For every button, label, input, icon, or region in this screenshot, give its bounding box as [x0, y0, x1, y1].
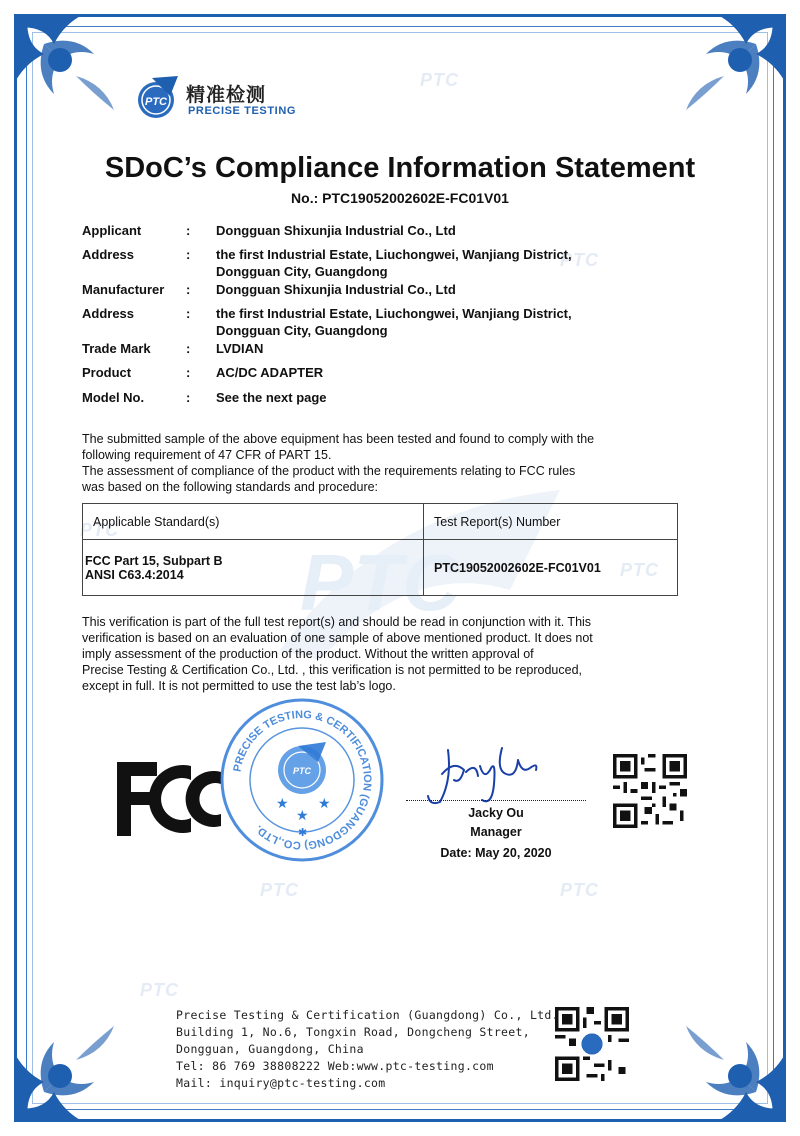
info-value: See the next page — [216, 390, 327, 405]
signature-line — [406, 800, 586, 801]
info-label: Applicant — [82, 223, 142, 238]
info-label: Address — [82, 306, 135, 321]
table-header-standards: Applicable Standard(s) — [83, 504, 424, 540]
svg-text:★: ★ — [318, 795, 331, 811]
seal-center-text: PTC — [293, 766, 311, 776]
info-value: AC/DC ADAPTER — [216, 365, 324, 380]
qr-code — [613, 754, 687, 828]
watermark-text: PTC — [620, 560, 659, 580]
info-label: Model No. — [82, 390, 145, 405]
signature-date: Date: May 20, 2020 — [440, 846, 552, 860]
table-cell-standards — [83, 540, 424, 596]
footer-contact: Tel: 86 769 38808222 Web:www.ptc-testing.com — [176, 1059, 494, 1073]
paragraph-line: except in full. It is not permitted to use the test lab’s logo. — [82, 679, 396, 693]
info-value: the first Industrial Estate, Liuchongwei, Wanjiang District, — [216, 306, 572, 321]
ptc-globe-icon — [134, 74, 182, 122]
signatory-name: Jacky Ou — [468, 806, 524, 820]
watermark-text: PTC — [560, 880, 599, 900]
logo-chinese-name: 精准检测 — [186, 84, 267, 106]
company-seal — [218, 696, 386, 864]
info-colon: : — [186, 365, 191, 380]
info-colon: : — [186, 306, 191, 321]
watermark-text: PTC — [260, 880, 299, 900]
svg-text:★: ★ — [296, 807, 309, 823]
info-value: the first Industrial Estate, Liuchongwei, Wanjiang District, — [216, 247, 572, 262]
info-value: Dongguan City, Guangdong — [216, 264, 388, 279]
standard-item: ANSI C63.4:2014 — [85, 567, 184, 582]
corner-ornament-bottom-left — [14, 1002, 134, 1122]
seal-ring-text: PRECISE TESTING & CERTIFICATION (GUANGDONG) CO.,LTD. — [231, 708, 374, 852]
info-value: Dongguan City, Guangdong — [216, 323, 388, 338]
paragraph-line: This verification is part of the full test report(s) and should be read in conjunction with it. This — [82, 615, 592, 629]
info-label: Product — [82, 365, 132, 380]
info-value: LVDIAN — [216, 341, 264, 356]
info-value: Dongguan Shixunjia Industrial Co., Ltd — [216, 282, 456, 297]
watermark-text: PTC — [140, 980, 179, 1000]
verification-paragraph — [82, 614, 682, 694]
footer-company: Precise Testing & Certification (Guangdong) Co., Ltd. — [176, 1008, 559, 1022]
paragraph-line: imply assessment of the production of the product. Without the written approval of — [82, 647, 534, 661]
table-cell-report-number: PTC19052002602E-FC01V01 — [424, 540, 678, 596]
table-row — [83, 540, 678, 596]
table-header-report-number: Test Report(s) Number — [424, 504, 678, 540]
info-colon: : — [186, 390, 191, 405]
ptc-logo — [134, 74, 334, 122]
standard-item: FCC Part 15, Subpart B — [85, 553, 223, 568]
info-colon: : — [186, 282, 191, 297]
table-header-row — [83, 504, 678, 540]
footer-email: Mail: inquiry@ptc-testing.com — [176, 1076, 386, 1090]
signatory-title: Manager — [470, 825, 522, 839]
standards-table — [82, 503, 678, 596]
paragraph-line: Precise Testing & Certification Co., Ltd. , this verification is not permitted to be reproduced, — [82, 663, 583, 677]
watermark-text: PTC — [420, 70, 459, 90]
info-value: Dongguan Shixunjia Industrial Co., Ltd — [216, 223, 456, 238]
svg-text:✱: ✱ — [298, 827, 308, 839]
qr-code-footer — [555, 1007, 629, 1081]
signature-script: Jacky Ou — [420, 740, 425, 741]
paragraph-line: was based on the following standards and procedure: — [82, 480, 379, 494]
certificate-number: No.: PTC19052002602E-FC01V01 — [291, 190, 509, 206]
corner-ornament-top-left — [14, 14, 134, 134]
info-colon: : — [186, 247, 191, 262]
watermark-letters: PTC — [300, 538, 460, 627]
logo-badge-text: PTC — [145, 96, 167, 108]
paragraph-line: The assessment of compliance of the product with the requirements relating to FCC rules — [82, 464, 576, 478]
corner-ornament-top-right — [666, 14, 786, 134]
info-label: Trade Mark — [82, 341, 151, 356]
info-label: Manufacturer — [82, 282, 165, 297]
compliance-paragraph — [82, 431, 682, 495]
corner-ornament-bottom-right — [666, 1002, 786, 1122]
footer-address-line: Building 1, No.6, Tongxin Road, Dongcheng Street, — [176, 1025, 530, 1039]
svg-text:★: ★ — [276, 795, 289, 811]
watermark-text: PTC — [80, 520, 119, 540]
paragraph-line: following requirement of 47 CFR of PART 15. — [82, 448, 332, 462]
watermark-text: PTC — [560, 250, 599, 270]
info-colon: : — [186, 341, 191, 356]
document-title: SDoC’s Compliance Information Statement — [104, 152, 696, 184]
fcc-logo — [117, 762, 227, 836]
paragraph-line: The submitted sample of the above equipment has been tested and found to comply with the — [82, 432, 595, 446]
footer-address-line: Dongguan, Guangdong, China — [176, 1042, 364, 1056]
logo-english-name: PRECISE TESTING — [188, 105, 297, 117]
info-colon: : — [186, 223, 191, 238]
paragraph-line: verification is based on an evaluation of one sample of above mentioned product. It does not — [82, 631, 593, 645]
info-label: Address — [82, 247, 135, 262]
